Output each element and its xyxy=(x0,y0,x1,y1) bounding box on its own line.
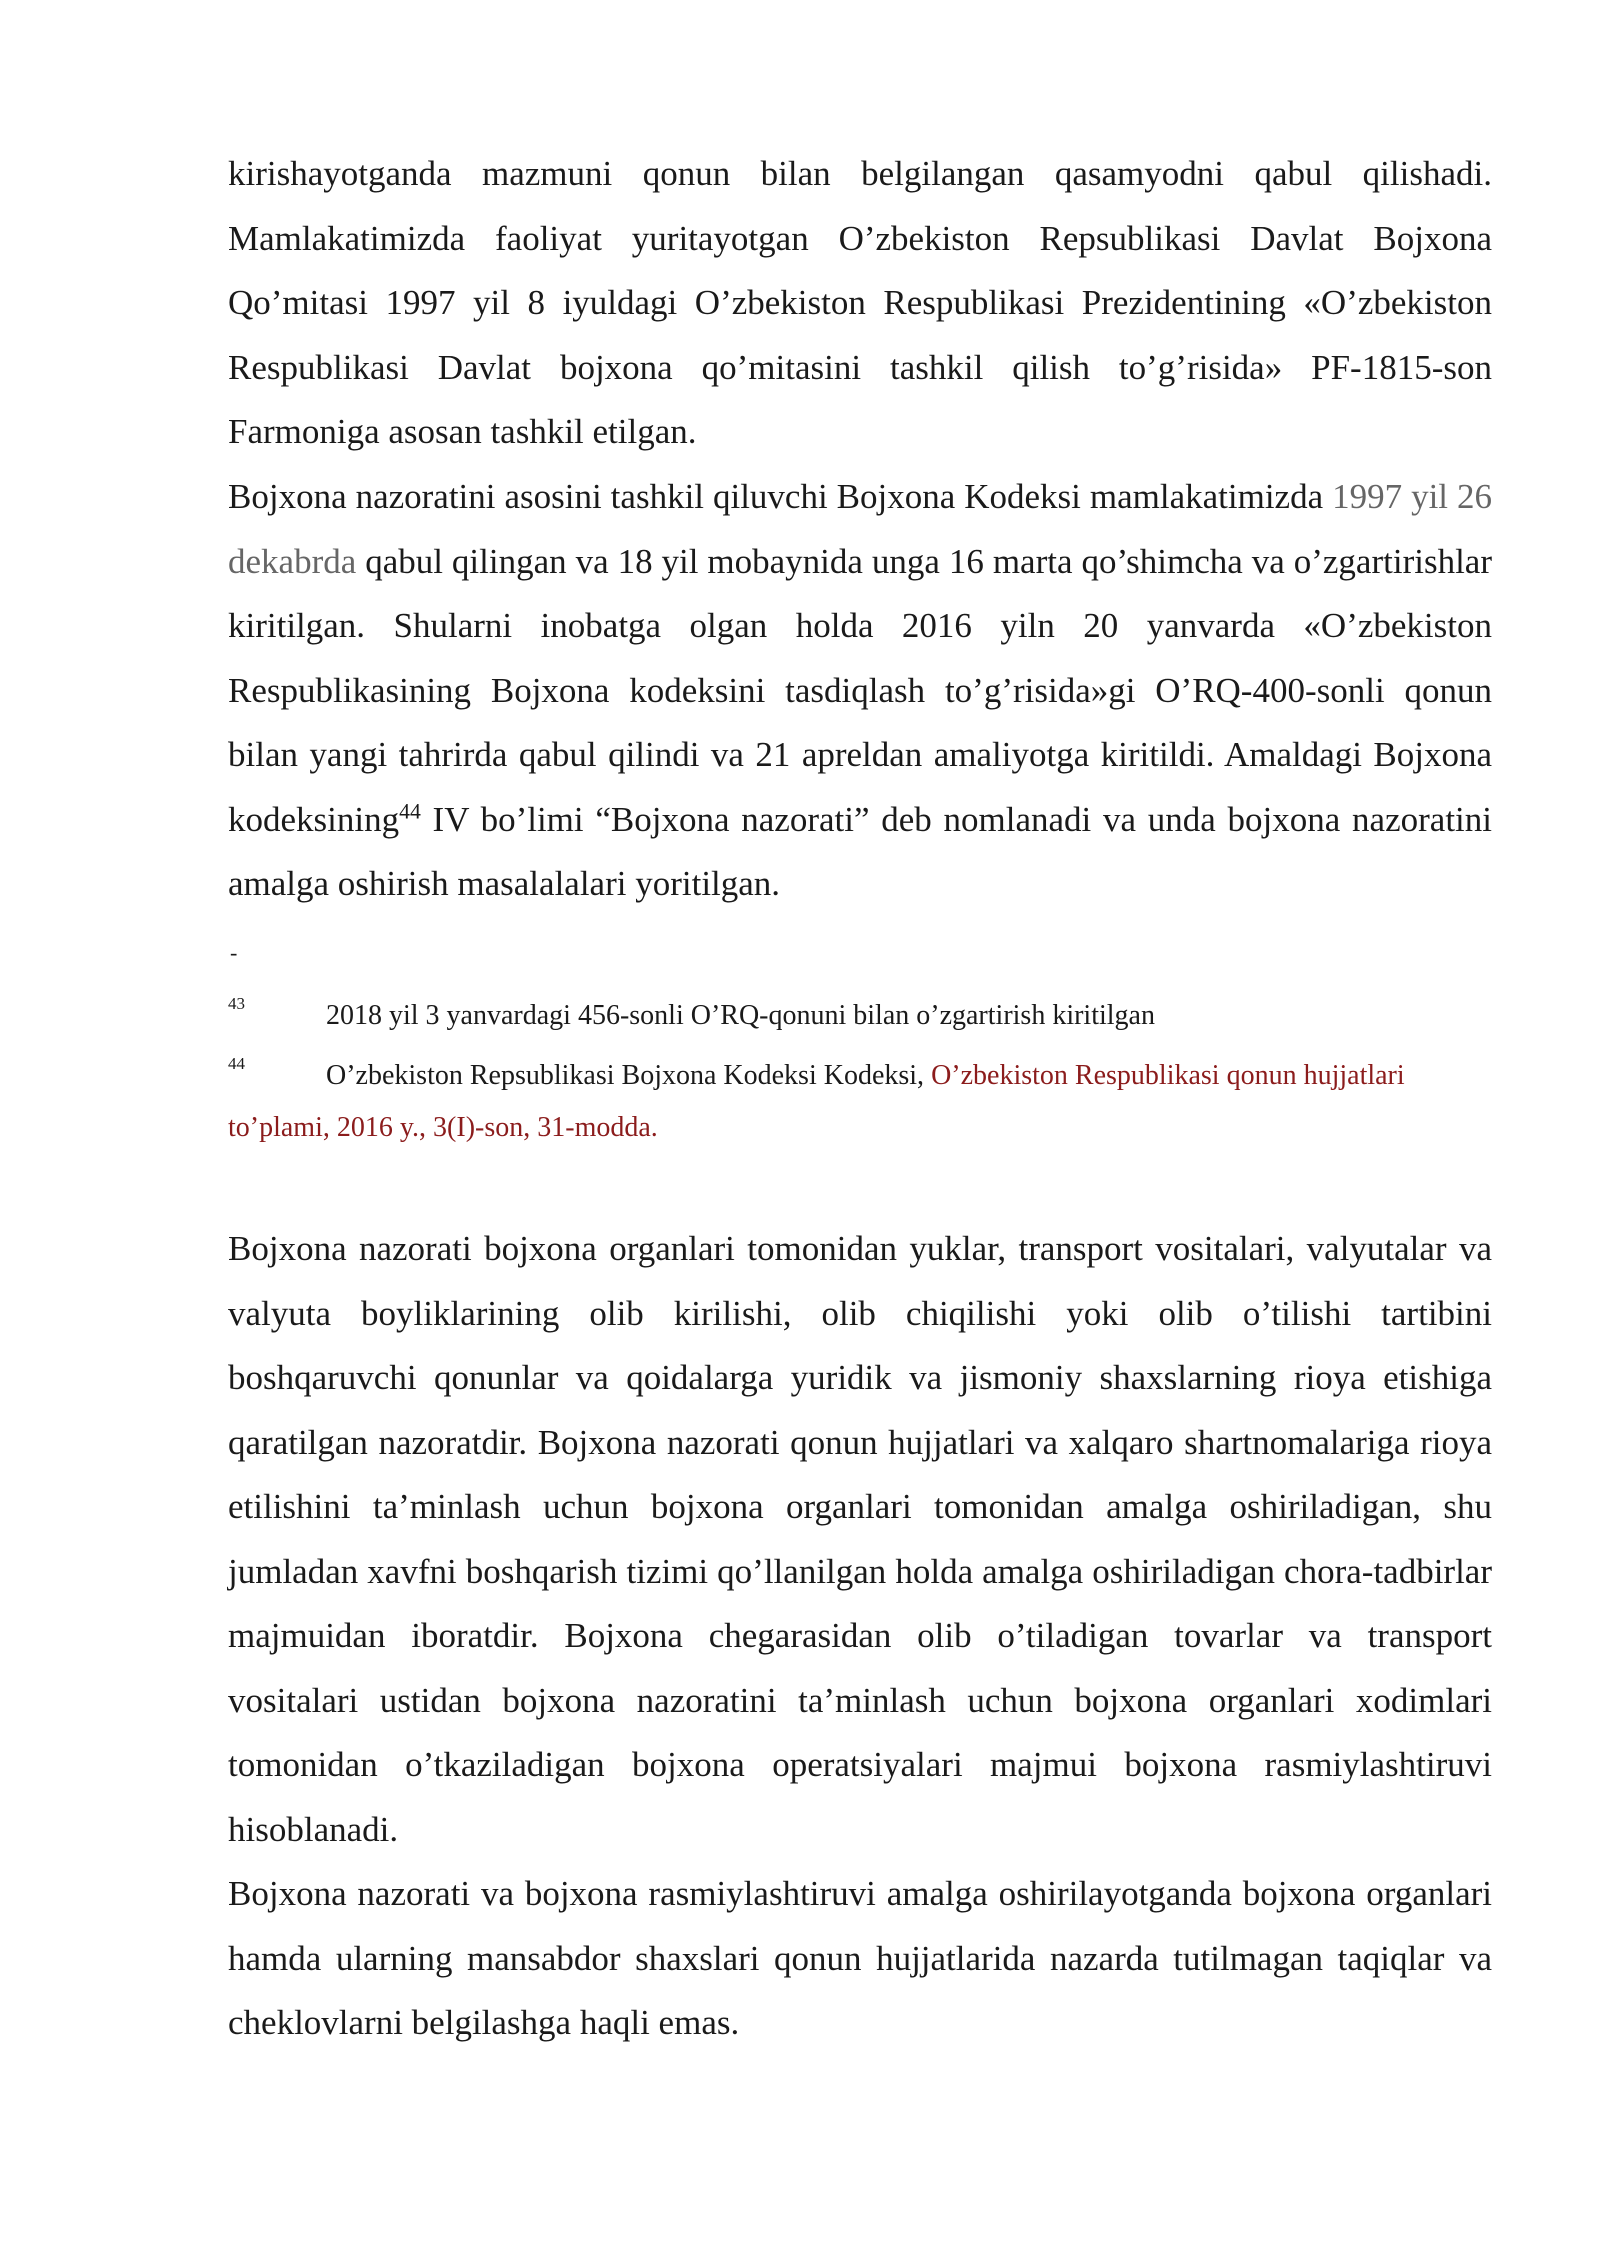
paragraph-3: Bojxona nazorati bojxona organlari tomonidan yuklar, transport vositalari, valyutalar va valyuta boyliklarining olib kirilishi, olib chiqilishi yoki olib o’tilishi tartibini boshqaruvchi qonunlar va qoidalarga yuridik va jismoniy shaxslarning rioya etishiga qaratilgan nazoratdir. Bojxona nazorati qonun hujjatlari va xalqaro shartnomalariga rioya etilishini ta’minlash uchun bojxona organlari tomonidan amalga oshiriladigan, shu jumladan xavfni boshqarish tizimi qo’llanilgan holda amalga oshiriladigan chora-tadbirlar majmuidan iboratdir. Bojxona chegarasidan olib o’tiladigan tovarlar va transport vositalari ustidan bojxona nazoratini ta’minlash uchun bojxona organlari xodimlari tomonidan o’tkaziladigan bojxona operatsiyalari majmui bojxona rasmiylashtiruvi hisoblanadi. xyxy=(228,1229,1492,1849)
footnote-43 xyxy=(228,990,1492,1042)
paragraph-4: Bojxona nazorati va bojxona rasmiylashtiruvi amalga oshirilayotganda bojxona organlari hamda ularning mansabdor shaxslari qonun hujjatlarida nazarda tutilmagan taqiqlar va cheklovlarni belgilashga haqli emas. xyxy=(228,1874,1492,2042)
footnote-text xyxy=(228,1050,1492,1154)
footnote-ref-44[interactable]: 44 xyxy=(399,798,421,823)
highlighted-date: 1997 yil 26 dekabrda xyxy=(228,477,1493,581)
paragraph-2-end: IV bo’limi “Bojxona nazorati” deb nomlanadi va unda bojxona nazoratini amalga oshirish masalalalari yoritilgan. xyxy=(228,799,1492,903)
footnote-number: 43 xyxy=(228,994,245,1013)
paragraph-2-start: Bojxona nazoratini asosini tashkil qiluvchi Bojxona Kodeksi mamlakatimizda xyxy=(228,477,1333,516)
footnote-separator: - xyxy=(230,940,238,965)
paragraph-2 xyxy=(228,465,1492,917)
footnote-text-plain: O’zbekiston Repsublikasi Bojxona Kodeksi Kodeksi, xyxy=(326,1060,932,1091)
footnote-text: 2018 yil 3 yanvardagi 456-sonli O’RQ-qonuni bilan o’zgartirish kiritilgan xyxy=(326,1000,1155,1031)
paragraph-2-middle: qabul qilingan va 18 yil mobaynida unga 16 marta qo’shimcha va o’zgartirishlar kiritilgan. Shularni inobatga olgan holda 2016 yiln 20 yanvarda «O’zbekiston Respublikasining Bojxona kodeksini tasdiqlash to’g’risida»gi O’RQ-400-sonli qonun bilan yangi tahrirda qabul qilindi va 21 apreldan amaliyotga kiritildi. Amaldagi Bojxona kodeksining xyxy=(228,541,1492,839)
paragraph-1: kirishayotganda mazmuni qonun bilan belgilangan qasamyodni qabul qilishadi. Mamlakatimizda faoliyat yuritayotgan O’zbekiston Repsublikasi Davlat Bojxona Qo’mitasi 1997 yil 8 iyuldagi O’zbekiston Respublikasi Prezidentining «O’zbekiston Respublikasi Davlat bojxona qo’mitasini tashkil qilish to’g’risida» PF-1815-son Farmoniga asosan tashkil etilgan. xyxy=(228,154,1492,451)
footnote-source-link[interactable]: O’zbekiston Respublikasi qonun hujjatlari to’plami, 2016 y., 3(I)-son, 31-modda. xyxy=(228,1060,1405,1143)
footnote-44 xyxy=(228,1050,1492,1154)
footnote-number: 44 xyxy=(228,1054,245,1073)
